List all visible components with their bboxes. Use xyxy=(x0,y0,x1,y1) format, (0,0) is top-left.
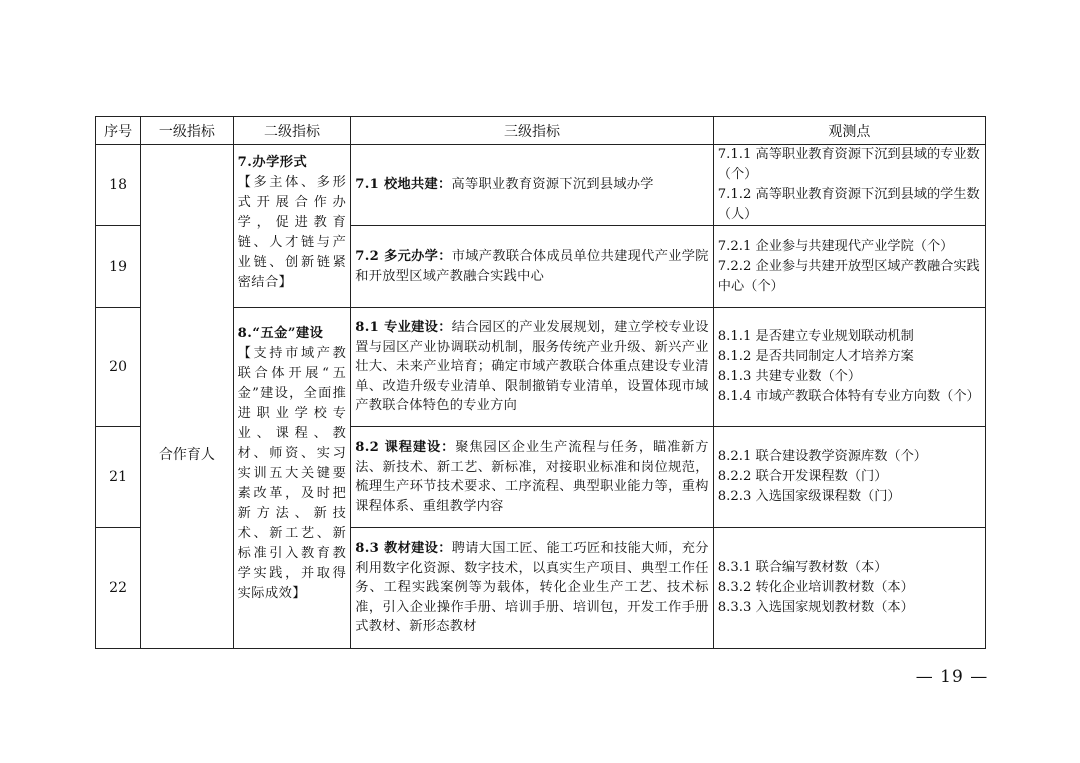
header-level3: 三级指标 xyxy=(351,117,714,145)
level3-text: 聘请大国工匠、能工巧匠和技能大师，充分利用数字化资源、数字技术，以真实生产项目、典型工作任务、工程实践案例等为载体，转化企业生产工艺、技术标准，引入企业操作手册、培训手册、培训包，开发工作手册式教材、新形态教材 xyxy=(355,541,709,635)
observation-cell xyxy=(713,427,985,528)
observation-cell xyxy=(713,226,985,308)
page-number: — 19 — xyxy=(915,667,989,687)
row-seq: 21 xyxy=(96,427,141,528)
observation-item: 8.3.3 入选国家规划教材数（本） xyxy=(717,600,914,615)
level2-title: 8.“五金”建设 xyxy=(237,326,324,341)
table-row xyxy=(96,145,986,226)
table-header-row xyxy=(96,117,986,145)
observation-cell xyxy=(713,528,985,649)
header-level1: 一级指标 xyxy=(141,117,233,145)
row-seq: 19 xyxy=(96,226,141,308)
observation-item: 8.3.2 转化企业培训教材数（本） xyxy=(717,580,914,595)
level3-text: 高等职业教育资源下沉到县域办学 xyxy=(451,177,654,193)
observation-item: 8.2.1 联合建设教学资源库数（个） xyxy=(717,449,927,464)
level2-title: 7.办学形式 xyxy=(237,155,308,170)
row-seq: 20 xyxy=(96,308,141,427)
observation-item: 7.2.2 企业参与共建开放型区域产教融合实践中心（个） xyxy=(717,258,980,294)
observation-item: 8.1.3 共建专业数（个） xyxy=(717,369,862,384)
observation-item: 7.1.2 高等职业教育资源下沉到县域的学生数（人） xyxy=(717,187,980,222)
level3-title: 8.1 专业建设： xyxy=(355,320,452,336)
observation-item: 8.2.2 联合开发课程数（门） xyxy=(717,469,888,484)
level3-text: 聚焦园区企业生产流程与任务，瞄准新方法、新技术、新工艺、新标准，对接职业标准和岗位规范，梳理生产环节技术要求、工序流程、典型职业能力等，重构课程体系、重组教学内容 xyxy=(355,440,709,514)
level3-title: 8.2 课程建设： xyxy=(355,440,456,455)
observation-item: 7.2.1 企业参与共建现代产业学院（个） xyxy=(717,238,954,254)
observation-cell xyxy=(713,145,985,226)
indicator-table xyxy=(95,116,986,649)
level3-cell xyxy=(351,308,714,427)
level1-cell xyxy=(141,145,233,649)
level3-cell xyxy=(351,145,714,226)
level2-text: 【支持市域产教联合体开展“五金”建设，全面推进职业学校专业、课程、教材、师资、实习实训五大关键要素改革，及时把新方法、新技术、新工艺、新标准引入教育教学实践，并取得实际成效】 xyxy=(237,346,347,601)
observation-item: 8.1.1 是否建立专业规划联动机制 xyxy=(717,329,914,344)
level1-label: 合作育人 xyxy=(158,447,215,463)
observation-cell xyxy=(713,308,985,427)
header-seq: 序号 xyxy=(96,117,141,145)
level3-text: 市域产教联合体成员单位共建现代产业学院和开放型区域产教融合实践中心 xyxy=(355,249,709,284)
header-level2: 二级指标 xyxy=(233,117,351,145)
level2-text: 【多主体、多形式开展合作办学，促进教育链、人才链与产业链、创新链紧密结合】 xyxy=(237,175,347,290)
level3-cell xyxy=(351,226,714,308)
level3-cell xyxy=(351,528,714,649)
row-seq: 22 xyxy=(96,528,141,649)
level2-cell-7 xyxy=(233,145,351,308)
level3-title: 7.1 校地共建： xyxy=(355,177,452,193)
level2-cell-8 xyxy=(233,308,351,649)
observation-item: 8.1.2 是否共同制定人才培养方案 xyxy=(717,349,914,364)
observation-item: 7.1.1 高等职业教育资源下沉到县域的专业数（个） xyxy=(717,147,980,182)
level3-title: 7.2 多元办学： xyxy=(355,249,452,264)
row-seq: 18 xyxy=(96,145,141,226)
level3-text: 结合园区的产业发展规划，建立学校专业设置与园区产业协调联动机制，服务传统产业升级、新兴产业壮大、未来产业培育；确定市域产教联合体重点建设专业清单、改造升级专业清单、限制撤销专业清单，设置体现市域产教联合体特色的专业方向 xyxy=(355,320,709,414)
header-observation: 观测点 xyxy=(713,117,985,145)
observation-item: 8.3.1 联合编写教材数（本） xyxy=(717,560,888,575)
level3-title: 8.3 教材建设： xyxy=(355,541,452,557)
observation-item: 8.1.4 市域产教联合体特有专业方向数（个） xyxy=(717,389,980,404)
level3-cell xyxy=(351,427,714,528)
observation-item: 8.2.3 入选国家级课程数（门） xyxy=(717,489,901,504)
